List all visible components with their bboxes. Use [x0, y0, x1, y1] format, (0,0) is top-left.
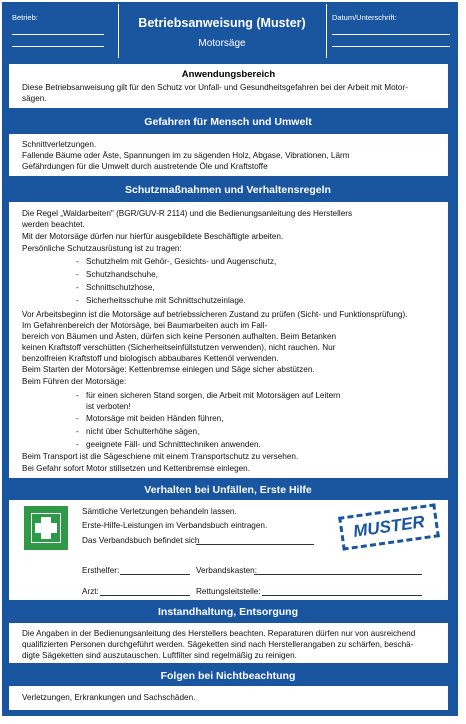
rettung-line — [262, 595, 422, 596]
fuehren-dash-3: - — [76, 427, 79, 436]
arzt-label: Arzt: — [82, 587, 99, 596]
betrieb-label: Betrieb: — [12, 13, 38, 22]
schutz-title: Schutzmaßnahmen und Verhaltensregeln — [125, 184, 331, 196]
verbandskasten-label: Verbandskasten: — [196, 566, 257, 575]
unfall-line-3: Das Verbandsbuch befindet sich — [82, 536, 200, 545]
header-divider-left — [118, 4, 119, 58]
unfall-line-2: Erste-Hilfe-Leistungen im Verbandsbuch eintragen. — [82, 521, 268, 530]
fuehren-item-4: geeignete Fäll- und Schnitttechniken anwenden. — [86, 440, 261, 449]
gefahren-line-1: Schnittverletzungen. — [22, 140, 97, 149]
psa-dash-3: - — [76, 283, 79, 292]
instand-line-2: qualifizierten Personen durchgeführt werden. Sägeketten sind nach Herstellerangaben zu schärfen, beschä- — [22, 640, 414, 649]
anwendung-line-2: sägen. — [22, 94, 47, 103]
fuehren-dash-1: - — [76, 391, 79, 400]
rettung-label: Rettungsleitstelle: — [196, 587, 261, 596]
fuehren-item-2: Motorsäge mit beiden Händen führen, — [86, 414, 224, 423]
unfall-title: Verhalten bei Unfällen, Erste Hilfe — [144, 484, 312, 496]
muster-stamp-text: MUSTER — [352, 512, 426, 541]
schutz-line-4: Persönliche Schutzausrüstung ist zu tragen: — [22, 244, 182, 253]
folgen-title: Folgen bei Nichtbeachtung — [160, 670, 296, 682]
psa-dash-2: - — [76, 270, 79, 279]
verbandsbuch-line — [196, 544, 314, 545]
gefahren-title: Gefahren für Mensch und Umwelt — [144, 116, 312, 128]
ersthelfer-line — [120, 574, 190, 575]
psa-item-4: Sicherheitsschuhe mit Schnittschutzeinlage. — [86, 296, 246, 305]
schutz2-line-7: Beim Führen der Motorsäge: — [22, 377, 127, 386]
anwendung-title: Anwendungsbereich — [181, 69, 276, 80]
page-title: Betriebsanweisung (Muster) — [138, 16, 306, 30]
first-aid-cross-icon — [24, 506, 68, 550]
betrieb-line-2 — [12, 46, 104, 47]
fuehren-item-1b: ist verboten! — [86, 402, 131, 411]
datum-label: Datum/Unterschrift: — [332, 13, 397, 22]
instand-line-3: digte Sägeketten sind auszutauschen. Luftfilter sind regelmäßig zu reinigen. — [22, 651, 297, 660]
instand-title: Instandhaltung, Entsorgung — [158, 606, 298, 618]
gefahren-line-2: Fallende Bäume oder Äste, Spannungen im zu sägenden Holz, Abgase, Vibrationen, Lärm — [22, 151, 350, 160]
unfall-line-1: Sämtliche Verletzungen behandeln lassen. — [82, 507, 237, 516]
fuehren-item-3: nicht über Schulterhöhe sägen, — [86, 427, 200, 436]
header-divider-right — [326, 4, 327, 58]
schutz2-line-6: Beim Starten der Motorsäge: Kettenbremse einlegen und Säge sicher abstützen. — [22, 365, 315, 374]
schutz2-line-3: bereich von Bäumen und Ästen, dürfen sich keine Personen aufhalten. Beim Betanken — [22, 332, 337, 341]
psa-dash-1: - — [76, 257, 79, 266]
schutz-line-2: werden beachtet. — [22, 220, 85, 229]
psa-item-1: Schutzhelm mit Gehör-, Gesichts- und Augenschutz, — [86, 257, 277, 266]
folgen-line-1: Verletzungen, Erkrankungen und Sachschäden. — [22, 693, 196, 702]
psa-item-3: Schnittschutzhose, — [86, 283, 155, 292]
datum-line-2 — [332, 46, 450, 47]
arzt-line — [100, 595, 190, 596]
schutz-line-1: Die Regel „Waldarbeiten" (BGR/GUV-R 2114) und die Bedienungsanleitung des Herstellers — [22, 209, 353, 218]
fuehren-dash-4: - — [76, 440, 79, 449]
schutz2-line-4: keinen Kraftstoff verschütten (Sicherheitseinfüllstutzen verwenden), nicht rauchen. Nur — [22, 343, 336, 352]
schutz-line-3: Mit der Motorsäge dürfen nur hierfür ausgebildete Beschäftigte arbeiten. — [22, 232, 284, 241]
psa-item-2: Schutzhandschuhe, — [86, 270, 158, 279]
gefahren-line-3: Gefährdungen für die Umwelt durch austretende Öle und Kraftstoffe — [22, 162, 268, 171]
datum-line-1 — [332, 34, 450, 35]
schutz2-line-1: Vor Arbeitsbeginn ist die Motorsäge auf betriebssicheren Zustand zu prüfen (Sicht- und Funktionsprüfung). — [22, 310, 408, 319]
betrieb-line-1 — [12, 34, 104, 35]
schutz3-line-2: Bei Gefahr sofort Motor stillsetzen und Kettenbremse einlegen. — [22, 464, 251, 473]
schutz2-line-5: benzolfreien Kraftstoff und biologisch abbaubares Kettenöl verwenden. — [22, 354, 279, 363]
instand-line-1: Die Angaben in der Bedienungsanleitung des Herstellers beachten. Reparaturen dürfen nur von ausreichend — [22, 629, 416, 638]
page-subtitle: Motorsäge — [198, 38, 246, 49]
anwendung-line-1: Diese Betriebsanweisung gilt für den Schutz vor Unfall- und Gesundheitsgefahren bei der Arbeit mit Motor- — [22, 83, 408, 92]
fuehren-dash-2: - — [76, 414, 79, 423]
schutz3-line-1: Beim Transport ist die Sägeschiene mit einem Transportschutz zu versehen. — [22, 452, 299, 461]
fuehren-item-1: für einen sicheren Stand sorgen, die Arbeit mit Motorsägen auf Leitern — [86, 391, 341, 400]
schutz2-line-2: Im Gefahrenbereich der Motorsäge, bei Baumarbeiten auch im Fall- — [22, 321, 268, 330]
ersthelfer-label: Ersthelfer: — [82, 566, 120, 575]
psa-dash-4: - — [76, 296, 79, 305]
verbandskasten-line — [254, 574, 422, 575]
